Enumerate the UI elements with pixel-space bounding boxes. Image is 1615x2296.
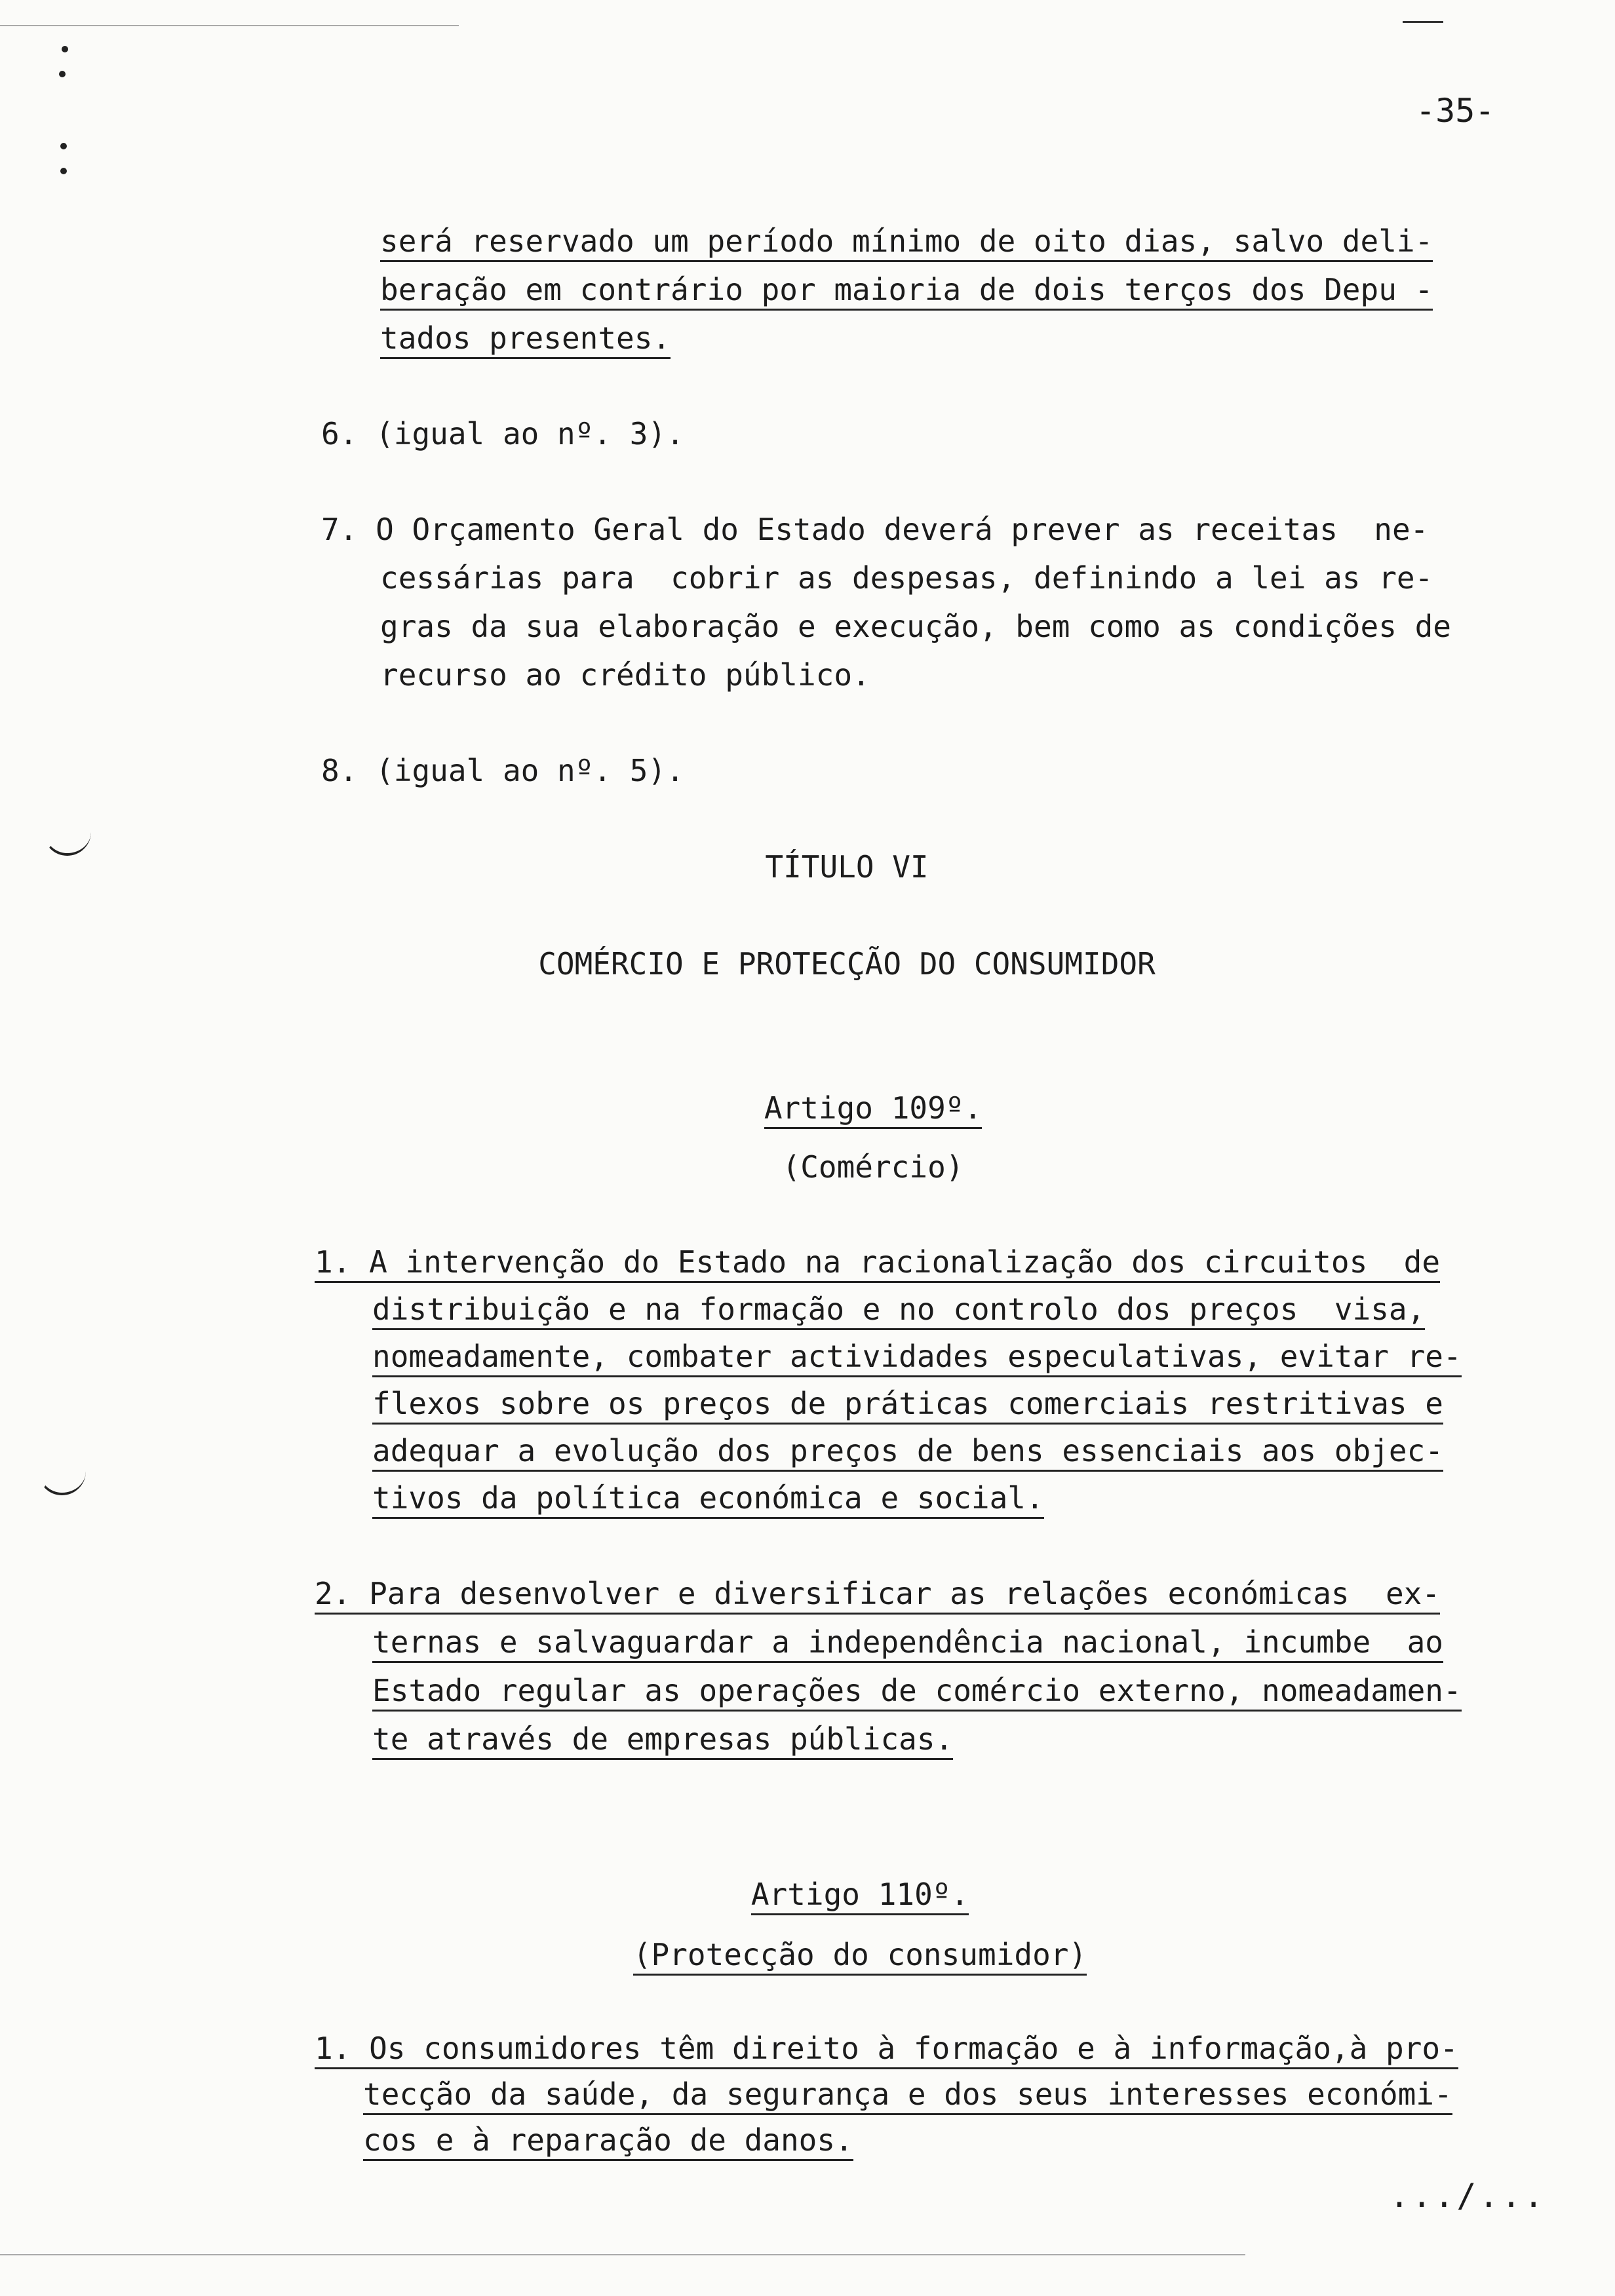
text-line bbox=[315, 2031, 1458, 2065]
art110-p1-line-3: cos e à reparação de danos. bbox=[363, 2122, 853, 2161]
item-7-line-4: recurso ao crédito público. bbox=[380, 657, 870, 693]
article-110-caption: (Protecção do consumidor) bbox=[633, 1937, 1087, 1976]
text-line bbox=[315, 1245, 1440, 1279]
text-line bbox=[372, 1625, 1443, 1659]
edge-artifact bbox=[0, 2254, 1245, 2255]
intro-line-3: tados presentes. bbox=[380, 320, 671, 359]
punch-mark bbox=[60, 168, 67, 174]
text-line bbox=[363, 2077, 1452, 2111]
text-line bbox=[372, 1434, 1443, 1468]
item-7-line-2: cessárias para cobrir as despesas, definindo a lei as re- bbox=[380, 560, 1433, 596]
subtitle-heading: COMÉRCIO E PROTECÇÃO DO CONSUMIDOR bbox=[538, 946, 1156, 982]
binding-mark bbox=[38, 1470, 86, 1495]
punch-mark bbox=[62, 46, 68, 52]
article-110-caption-row bbox=[0, 1937, 1615, 1972]
article-109-caption: (Comércio) bbox=[782, 1149, 964, 1185]
punch-mark bbox=[60, 143, 67, 149]
text-line bbox=[372, 1722, 953, 1756]
text-line bbox=[363, 2123, 853, 2157]
article-109-heading: Artigo 109º. bbox=[764, 1090, 982, 1129]
art109-p1-line-4: flexos sobre os preços de práticas comerciais restritivas e bbox=[372, 1386, 1443, 1425]
text-line bbox=[372, 1387, 1443, 1421]
article-110-heading: Artigo 110º. bbox=[751, 1877, 969, 1915]
art110-p1-line-2: tecção da saúde, da segurança e dos seus interesses económi- bbox=[363, 2076, 1452, 2115]
intro-line-2: beração em contrário por maioria de dois terços dos Depu - bbox=[380, 272, 1433, 311]
item-7-line-3: gras da sua elaboração e execução, bem como as condições de bbox=[380, 609, 1451, 644]
intro-line-1: será reservado um período mínimo de oito dias, salvo deli- bbox=[380, 223, 1433, 262]
art109-p2-line-3: Estado regular as operações de comércio externo, nomeadamen- bbox=[372, 1673, 1462, 1712]
edge-artifact bbox=[0, 25, 459, 26]
art109-p1-line-2: distribuição e na formação e no controlo dos preços visa, bbox=[372, 1292, 1425, 1330]
punch-mark bbox=[59, 71, 66, 77]
text-line bbox=[372, 1292, 1425, 1326]
art109-p1-line-1: 1. A intervenção do Estado na racionalização dos circuitos de bbox=[315, 1244, 1440, 1283]
top-rule bbox=[1403, 21, 1443, 23]
continuation-marker: .../... bbox=[1390, 2177, 1546, 2215]
article-109-heading-row bbox=[0, 1090, 1615, 1126]
text-line bbox=[372, 1674, 1462, 1708]
title-heading: TÍTULO VI bbox=[765, 849, 929, 885]
text-line bbox=[372, 1339, 1462, 1373]
art110-p1-line-1: 1. Os consumidores têm direito à formação e à informação,à pro- bbox=[315, 2031, 1458, 2069]
art109-p1-line-6: tivos da política económica e social. bbox=[372, 1480, 1044, 1519]
art109-p2-line-2: ternas e salvaguardar a independência nacional, incumbe ao bbox=[372, 1624, 1443, 1663]
art109-p2-line-4: te através de empresas públicas. bbox=[372, 1721, 953, 1760]
text-line bbox=[380, 224, 1433, 258]
text-line bbox=[380, 321, 671, 355]
article-110-heading-row bbox=[0, 1877, 1615, 1912]
text-line bbox=[315, 1577, 1440, 1611]
item-6: 6. (igual ao nº. 3). bbox=[321, 416, 684, 451]
text-line bbox=[372, 1481, 1044, 1515]
item-8: 8. (igual ao nº. 5). bbox=[321, 753, 684, 788]
art109-p1-line-5: adequar a evolução dos preços de bens essenciais aos objec- bbox=[372, 1433, 1443, 1472]
art109-p1-line-3: nomeadamente, combater actividades especulativas, evitar re- bbox=[372, 1339, 1462, 1377]
item-7-line-1: 7. O Orçamento Geral do Estado deverá prever as receitas ne- bbox=[321, 512, 1429, 547]
art109-p2-line-1: 2. Para desenvolver e diversificar as relações económicas ex- bbox=[315, 1576, 1440, 1615]
text-line bbox=[380, 273, 1433, 307]
page-number: -35- bbox=[1416, 92, 1495, 130]
